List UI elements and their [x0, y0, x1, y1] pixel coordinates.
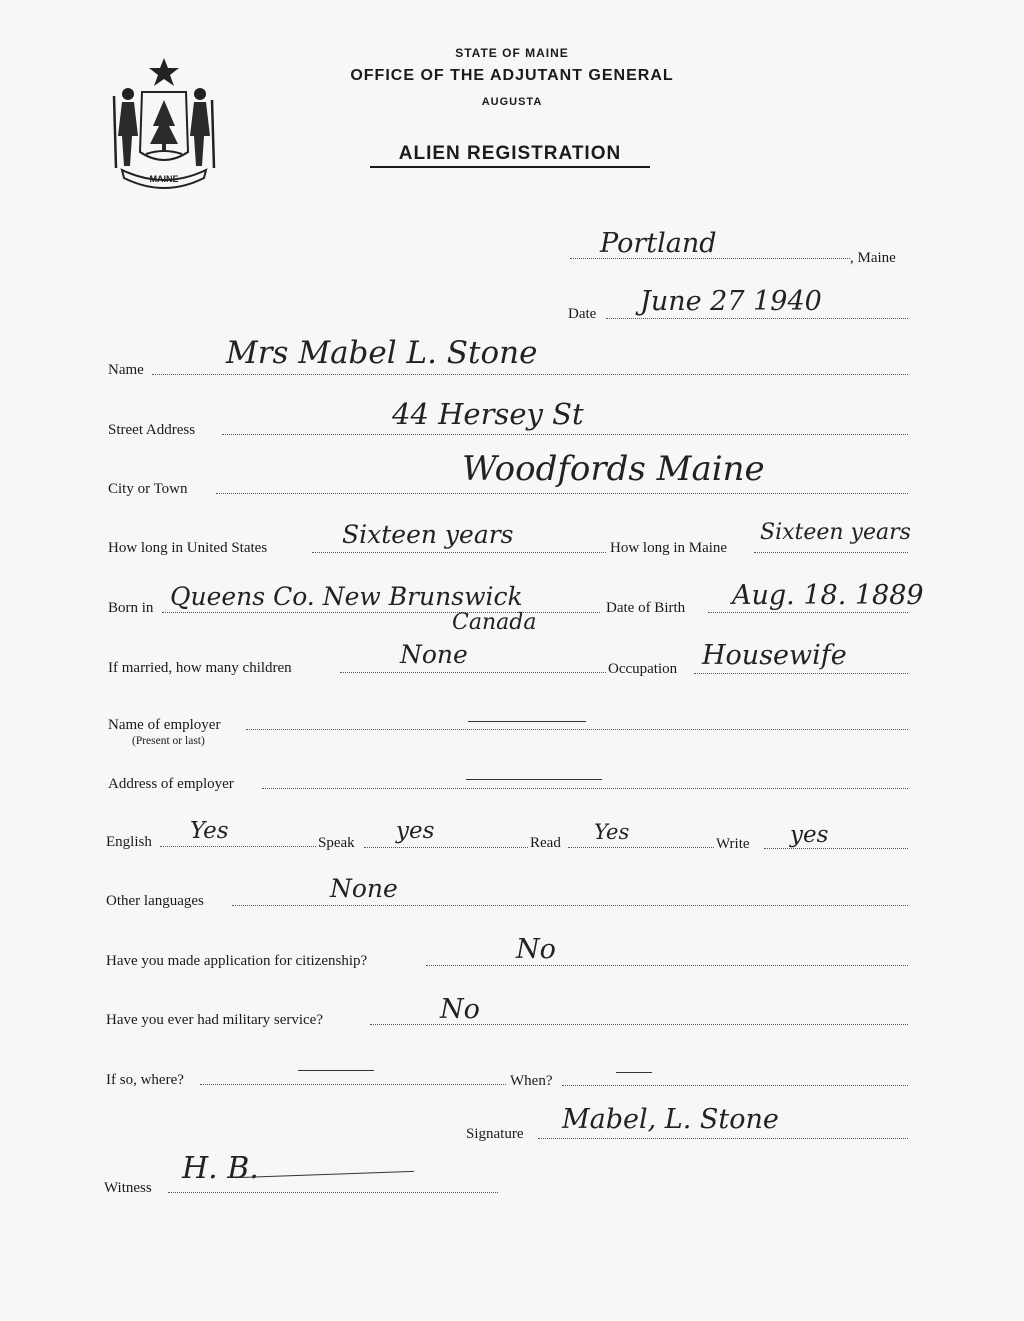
speak-line	[364, 847, 528, 848]
place-value: Portland	[600, 228, 717, 259]
how-long-us-line	[312, 552, 606, 553]
employer-address-label: Address of employer	[108, 776, 234, 792]
born-in-label: Born in	[108, 600, 154, 616]
write-label: Write	[716, 836, 750, 852]
read-label: Read	[530, 835, 561, 851]
read-value: Yes	[594, 820, 630, 844]
employer-address-dash	[466, 779, 602, 780]
when-label: When?	[510, 1073, 553, 1089]
occupation-label: Occupation	[608, 661, 678, 677]
born-in-value: Queens Co. New Brunswick	[170, 582, 523, 611]
how-long-us-value: Sixteen years	[342, 520, 514, 549]
write-value: yes	[790, 822, 829, 848]
how-long-maine-value: Sixteen years	[760, 520, 911, 545]
street-address-value: 44 Hersey St	[392, 397, 584, 431]
military-label: Have you ever had military service?	[106, 1012, 323, 1028]
other-languages-value: None	[330, 874, 398, 903]
born-in-value-line2: Canada	[452, 610, 537, 635]
office-heading: OFFICE OF THE ADJUTANT GENERAL	[350, 67, 674, 84]
date-label: Date	[568, 306, 597, 322]
place-suffix-label: , Maine	[850, 250, 896, 266]
date-of-birth-value: Aug. 18. 1889	[732, 580, 924, 611]
employer-note: (Present or last)	[132, 735, 205, 747]
how-long-us-label: How long in United States	[108, 540, 268, 556]
city-or-town-label: City or Town	[108, 481, 188, 497]
if-so-where-label: If so, where?	[106, 1072, 184, 1088]
seal-text: MAINE	[149, 174, 179, 184]
speak-label: Speak	[318, 835, 355, 851]
name-label: Name	[108, 362, 144, 378]
english-value: Yes	[190, 818, 229, 844]
witness-flourish	[236, 1171, 414, 1178]
military-value: No	[440, 994, 480, 1025]
city-heading: AUGUSTA	[481, 96, 543, 108]
if-so-where-dash	[298, 1070, 374, 1071]
employer-address-line	[262, 788, 908, 789]
witness-line	[168, 1192, 498, 1193]
read-line	[568, 847, 714, 848]
street-address-line	[222, 434, 908, 435]
when-dash	[616, 1072, 652, 1073]
employer-name-line	[246, 729, 908, 730]
date-of-birth-label: Date of Birth	[606, 600, 686, 616]
citizenship-line	[426, 965, 908, 966]
write-line	[764, 848, 908, 849]
english-line	[160, 846, 316, 847]
other-languages-line	[232, 905, 908, 906]
occupation-value: Housewife	[702, 640, 847, 671]
witness-value: H. B.	[182, 1151, 259, 1186]
english-label: English	[106, 834, 152, 850]
children-label: If married, how many children	[108, 660, 292, 676]
street-address-label: Street Address	[108, 422, 196, 438]
name-line	[152, 374, 908, 375]
citizenship-label: Have you made application for citizenship?	[106, 953, 368, 969]
witness-label: Witness	[104, 1180, 152, 1196]
employer-name-label: Name of employer	[108, 717, 221, 733]
when-line	[562, 1085, 908, 1086]
signature-label: Signature	[466, 1126, 524, 1142]
speak-value: yes	[396, 818, 435, 844]
citizenship-value: No	[516, 934, 556, 965]
date-line	[606, 318, 908, 319]
city-or-town-line	[216, 493, 908, 494]
date-of-birth-line	[708, 612, 908, 613]
title-underline	[370, 166, 650, 168]
employer-name-dash	[468, 721, 586, 722]
occupation-line	[694, 673, 908, 674]
signature-value: Mabel, L. Stone	[562, 1104, 779, 1135]
children-line	[340, 672, 606, 673]
state-heading: STATE OF MAINE	[455, 46, 569, 60]
if-so-where-line	[200, 1084, 506, 1085]
form-title: ALIEN REGISTRATION	[398, 143, 622, 164]
how-long-maine-line	[754, 552, 908, 553]
children-value: None	[400, 640, 468, 669]
city-or-town-value: Woodfords Maine	[462, 449, 765, 489]
date-value: June 27 1940	[640, 286, 822, 317]
other-languages-label: Other languages	[106, 893, 204, 909]
name-value: Mrs Mabel L. Stone	[226, 335, 538, 371]
how-long-maine-label: How long in Maine	[610, 540, 728, 556]
signature-line	[538, 1138, 908, 1139]
